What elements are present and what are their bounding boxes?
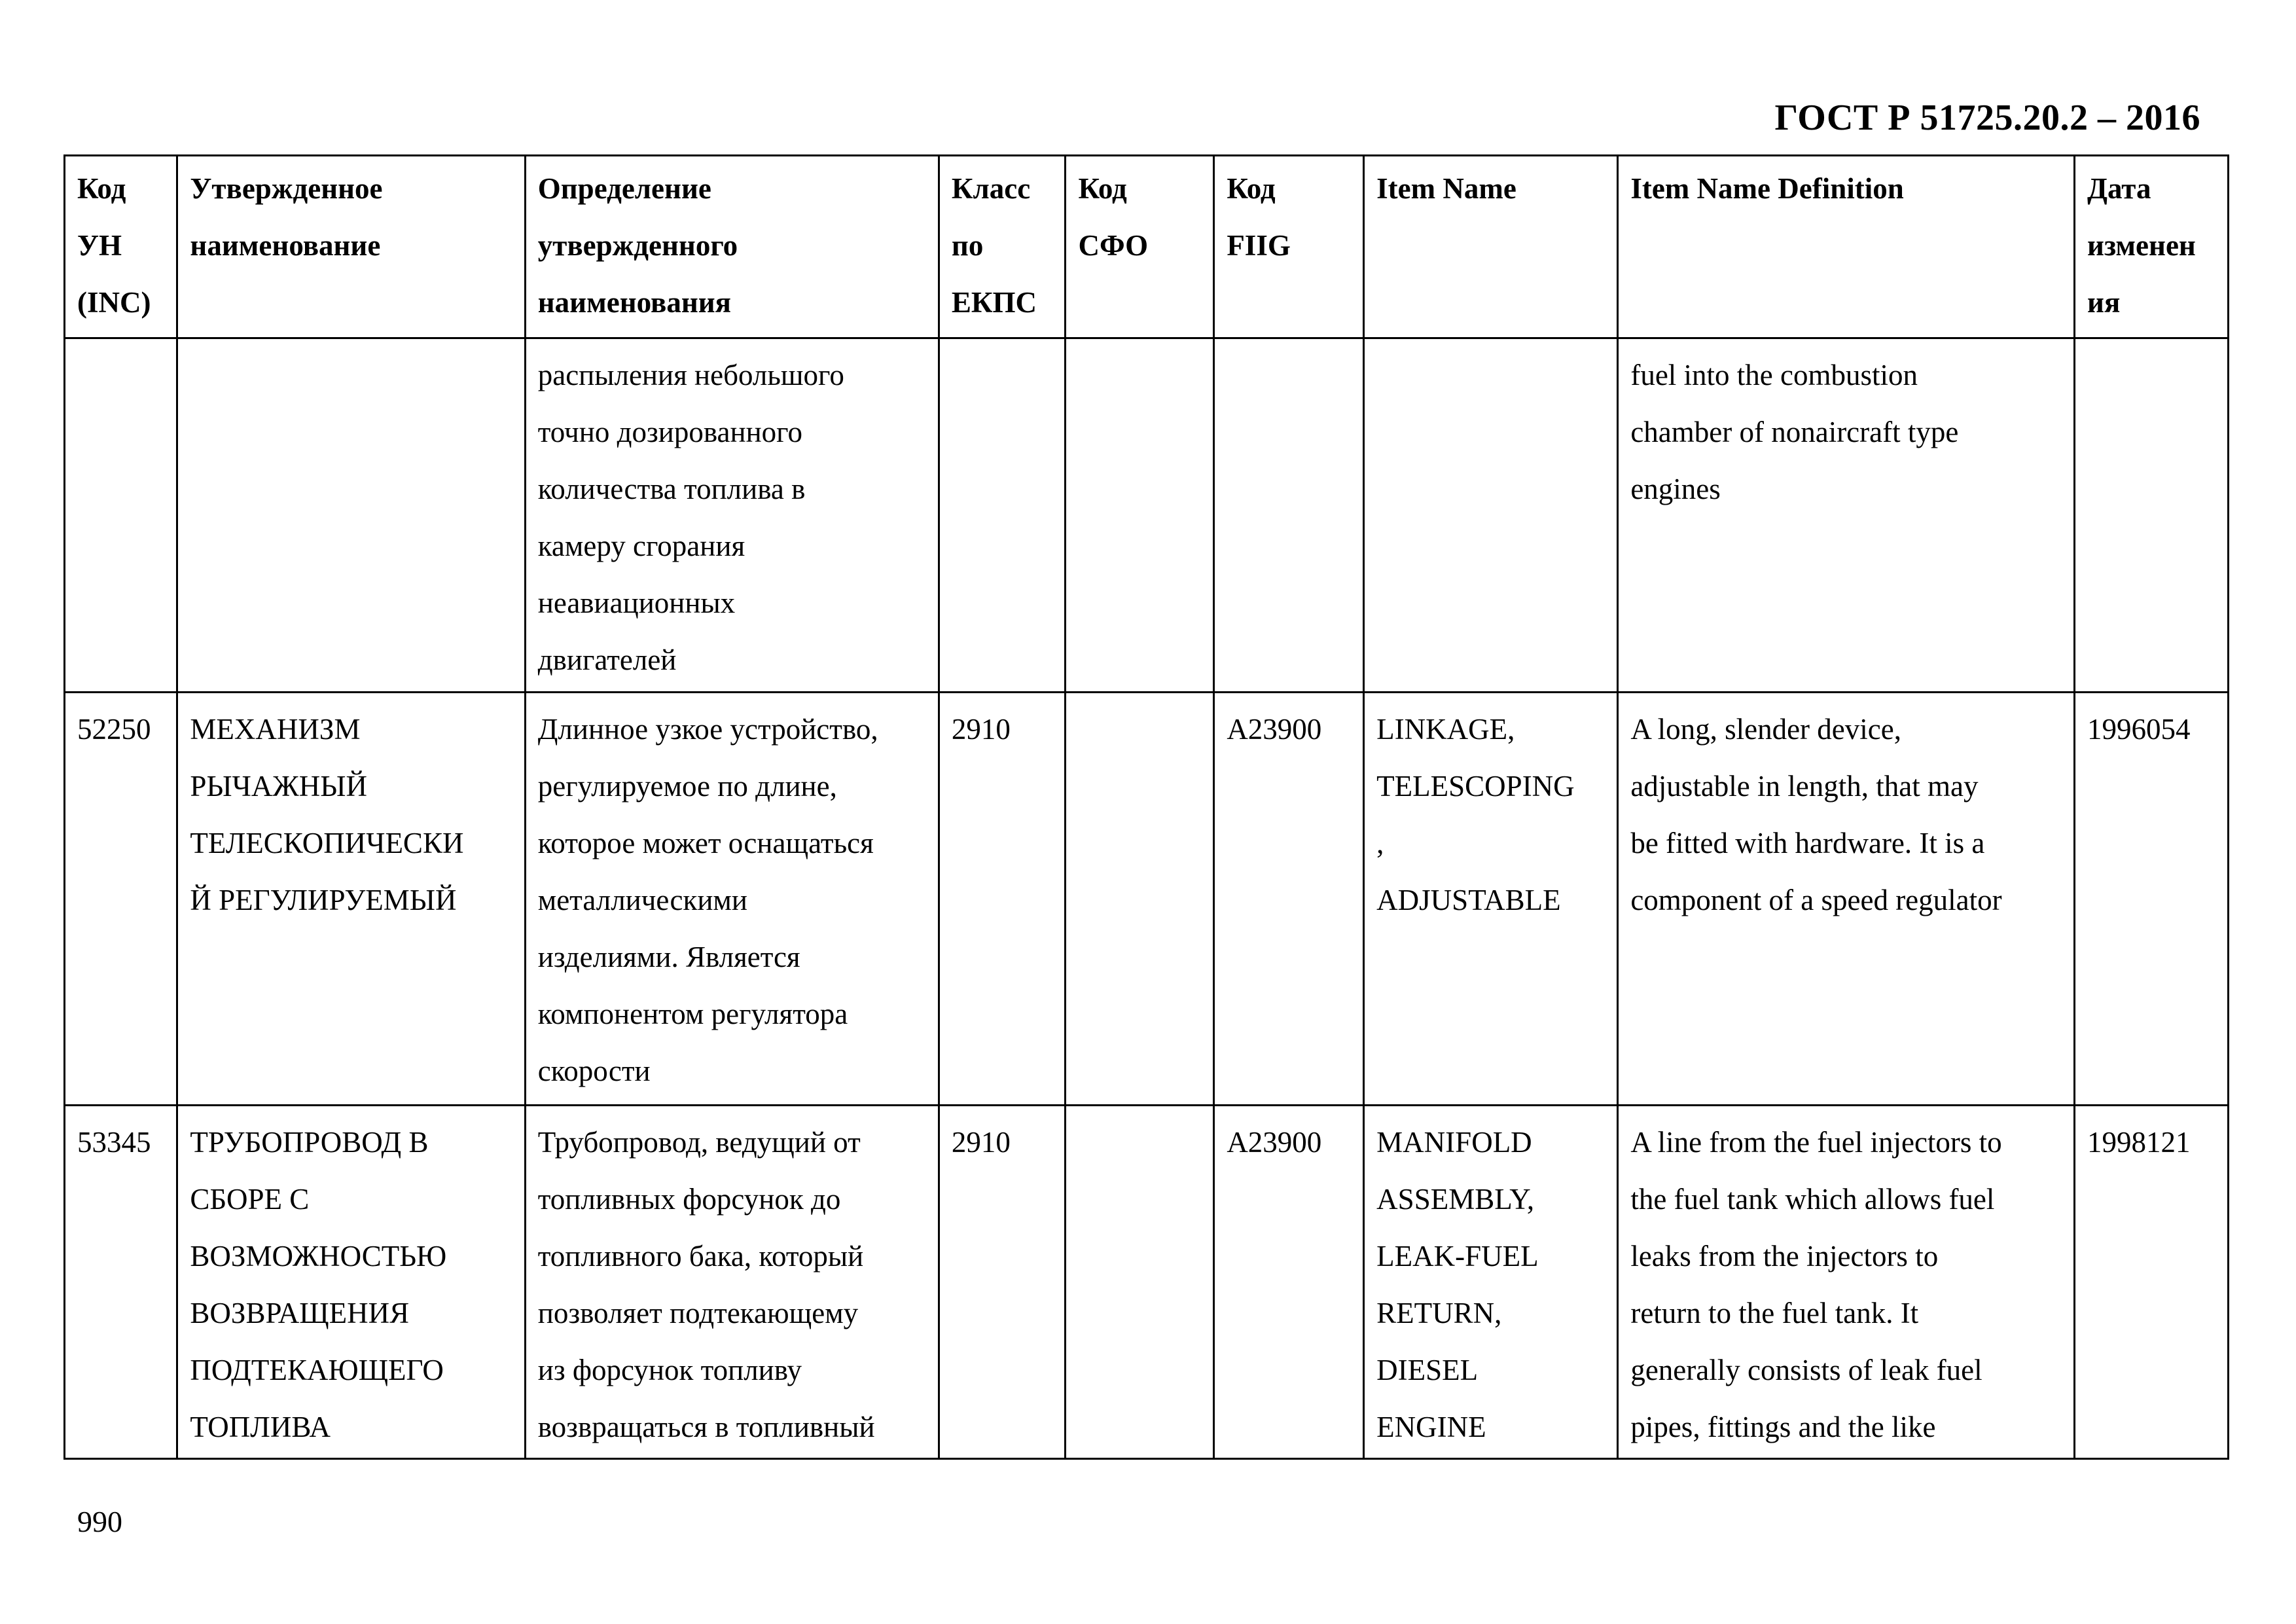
table-row	[65, 693, 2229, 1106]
column-header-sfo: Код СФО	[1066, 156, 1214, 338]
cell-class: 2910	[939, 1106, 1066, 1459]
cell-inc: 53345	[65, 1106, 177, 1459]
cell-change-date: 1996054	[2075, 693, 2229, 1106]
cell-fiig: A23900	[1214, 693, 1364, 1106]
cell-class: 2910	[939, 693, 1066, 1106]
cell-change-date	[2075, 338, 2229, 693]
cell-item-name-definition: A long, slender device, adjustable in length, that may be fitted with hardware. It is a component of a speed regulator	[1618, 693, 2075, 1106]
cell-change-date: 1998121	[2075, 1106, 2229, 1459]
cell-inc	[65, 338, 177, 693]
cell-item-name	[1364, 338, 1618, 693]
cell-sfo	[1066, 693, 1214, 1106]
cell-inc: 52250	[65, 693, 177, 1106]
cell-item-name-definition: A line from the fuel injectors to the fuel tank which allows fuel leaks from the injectors to return to the fuel tank. It generally consists of leak fuel pipes, fittings and the like	[1618, 1106, 2075, 1459]
cell-fiig	[1214, 338, 1364, 693]
cell-approved-name: МЕХАНИЗМ РЫЧАЖНЫЙ ТЕЛЕСКОПИЧЕСКИ Й РЕГУЛИРУЕМЫЙ	[177, 693, 525, 1106]
cell-approved-name: ТРУБОПРОВОД В СБОРЕ С ВОЗМОЖНОСТЬЮ ВОЗВРАЩЕНИЯ ПОДТЕКАЮЩЕГО ТОПЛИВА	[177, 1106, 525, 1459]
table-header-row	[65, 156, 2229, 338]
standard-designation: ГОСТ Р 51725.20.2 – 2016	[1774, 98, 2200, 138]
column-header-approved-name: Утвержденное наименование	[177, 156, 525, 338]
column-header-definition: Определение утвержденного наименования	[525, 156, 939, 338]
column-header-item-name-definition: Item Name Definition	[1618, 156, 2075, 338]
cell-sfo	[1066, 1106, 1214, 1459]
cell-fiig: A23900	[1214, 1106, 1364, 1459]
cell-definition: Длинное узкое устройство, регулируемое по длине, которое может оснащаться металлическими изделиями. Является компонентом регулятора скорости	[525, 693, 939, 1106]
cell-definition: Трубопровод, ведущий от топливных форсунок до топливного бака, который позволяет подтекающему из форсунок топливу возвращаться в топливный	[525, 1106, 939, 1459]
column-header-item-name: Item Name	[1364, 156, 1618, 338]
column-header-change-date: Дата изменен ия	[2075, 156, 2229, 338]
column-header-inc: Код УН (INC)	[65, 156, 177, 338]
nomenclature-table	[63, 154, 2229, 1460]
cell-sfo	[1066, 338, 1214, 693]
cell-item-name-definition: fuel into the combustion chamber of nonaircraft type engines	[1618, 338, 2075, 693]
cell-item-name: MANIFOLD ASSEMBLY, LEAK-FUEL RETURN, DIESEL ENGINE	[1364, 1106, 1618, 1459]
cell-class	[939, 338, 1066, 693]
cell-definition: распыления небольшого точно дозированного количества топлива в камеру сгорания неавиационных двигателей	[525, 338, 939, 693]
table-row	[65, 338, 2229, 693]
cell-approved-name	[177, 338, 525, 693]
table-row	[65, 1106, 2229, 1459]
column-header-fiig: Код FIIG	[1214, 156, 1364, 338]
column-header-class: Класс по ЕКПС	[939, 156, 1066, 338]
page-number: 990	[77, 1505, 122, 1538]
cell-item-name: LINKAGE, TELESCOPING , ADJUSTABLE	[1364, 693, 1618, 1106]
